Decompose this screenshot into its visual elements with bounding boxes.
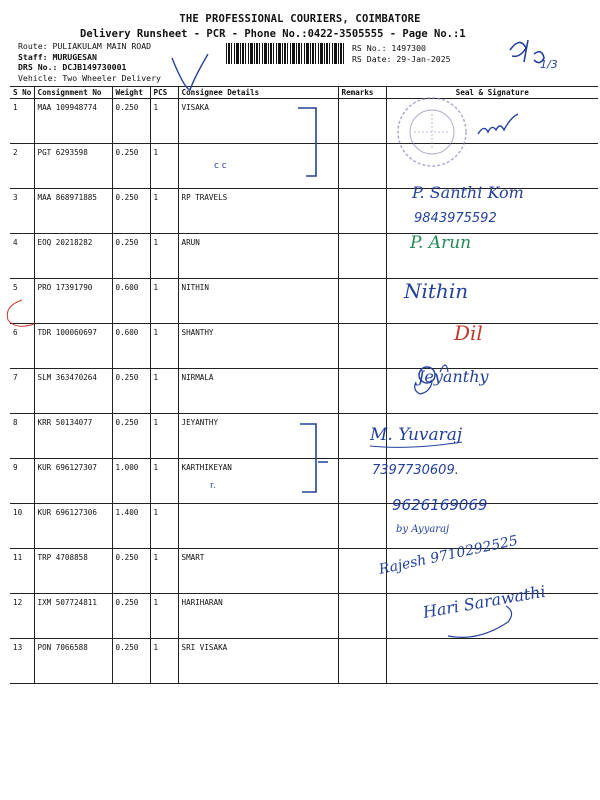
cell-consignment: PON 7066588 bbox=[34, 639, 112, 684]
table-row bbox=[10, 369, 598, 414]
table-row bbox=[10, 234, 598, 279]
table-row bbox=[10, 189, 598, 234]
cell-weight: 0.250 bbox=[112, 369, 150, 414]
cell-remarks bbox=[338, 234, 386, 279]
table-row bbox=[10, 639, 598, 684]
cell-consignment: PRO 17391790 bbox=[34, 279, 112, 324]
cell-consignment: TDR 100060697 bbox=[34, 324, 112, 369]
runsheet-subtitle: Delivery Runsheet - PCR - Phone No.:0422-3505555 - Page No.:1 bbox=[80, 28, 466, 40]
cell-consignee: HARIHARAN bbox=[178, 594, 338, 639]
cell-weight: 0.600 bbox=[112, 279, 150, 324]
row4-signature: P. Arun bbox=[410, 233, 472, 253]
cell-sno: 13 bbox=[10, 639, 34, 684]
barcode-image bbox=[226, 43, 344, 64]
cell-consignee bbox=[178, 144, 338, 189]
cell-consignee: VISAKA bbox=[178, 99, 338, 144]
cell-sno: 7 bbox=[10, 369, 34, 414]
table-row bbox=[10, 99, 598, 144]
cell-signature bbox=[386, 369, 598, 414]
page-mark-handwriting bbox=[510, 40, 558, 71]
cell-consignment: KRR 50134077 bbox=[34, 414, 112, 459]
cell-pcs: 1 bbox=[150, 144, 178, 189]
runsheet-table bbox=[10, 86, 598, 684]
rs-date: RS Date: 29-Jan-2025 bbox=[352, 53, 451, 64]
cell-weight: 1.400 bbox=[112, 504, 150, 549]
cell-sno: 12 bbox=[10, 594, 34, 639]
page-mark-text: 1/3 bbox=[540, 58, 558, 71]
cell-weight: 0.600 bbox=[112, 324, 150, 369]
row8-signature: Jeyanthy bbox=[418, 367, 489, 386]
cell-remarks bbox=[338, 324, 386, 369]
row5-signature: Nithin bbox=[404, 279, 469, 303]
cell-signature bbox=[386, 639, 598, 684]
table-row bbox=[10, 459, 598, 504]
cell-consignee bbox=[178, 504, 338, 549]
cell-remarks bbox=[338, 189, 386, 234]
cell-signature bbox=[386, 414, 598, 459]
vehicle-line: Vehicle: Two Wheeler Delivery bbox=[18, 72, 161, 83]
table-row bbox=[10, 324, 598, 369]
route-line: Route: PULIAKULAM MAIN ROAD bbox=[18, 41, 152, 51]
cell-pcs: 1 bbox=[150, 279, 178, 324]
cell-consignee: KARTHIKEYAN bbox=[178, 459, 338, 504]
cell-remarks bbox=[338, 99, 386, 144]
cell-remarks bbox=[338, 504, 386, 549]
cell-sno: 1 bbox=[10, 99, 34, 144]
table-row bbox=[10, 414, 598, 459]
row10-mark: r. bbox=[210, 481, 216, 491]
cell-pcs: 1 bbox=[150, 234, 178, 279]
cell-pcs: 1 bbox=[150, 324, 178, 369]
cc-mark: c c bbox=[214, 161, 227, 171]
cell-signature bbox=[386, 324, 598, 369]
cell-weight: 0.250 bbox=[112, 549, 150, 594]
cell-sno: 5 bbox=[10, 279, 34, 324]
row9-signature: M. Yuvaraj bbox=[370, 425, 463, 445]
cell-sno: 8 bbox=[10, 414, 34, 459]
cell-consignee: JEYANTHY bbox=[178, 414, 338, 459]
cell-consignment: KUR 696127306 bbox=[34, 504, 112, 549]
cell-sno: 9 bbox=[10, 459, 34, 504]
company-title: THE PROFESSIONAL COURIERS, COIMBATORE bbox=[179, 13, 421, 25]
cell-pcs: 1 bbox=[150, 504, 178, 549]
table-row bbox=[10, 504, 598, 549]
col-header-pcs: PCS bbox=[150, 87, 178, 99]
cell-remarks bbox=[338, 639, 386, 684]
col-header-weight: Weight bbox=[112, 87, 150, 99]
cell-consignment: IXM 507724811 bbox=[34, 594, 112, 639]
cell-pcs: 1 bbox=[150, 189, 178, 234]
header-tick-mark bbox=[172, 54, 208, 90]
cell-remarks bbox=[338, 369, 386, 414]
cell-signature bbox=[386, 99, 598, 144]
table-row bbox=[10, 594, 598, 639]
cell-pcs: 1 bbox=[150, 639, 178, 684]
row11-note: by Ayyaraj bbox=[396, 524, 450, 535]
route-info bbox=[18, 41, 161, 83]
cell-remarks bbox=[338, 549, 386, 594]
cell-sno: 3 bbox=[10, 189, 34, 234]
rs-info bbox=[352, 43, 451, 64]
cell-weight: 0.250 bbox=[112, 594, 150, 639]
cell-pcs: 1 bbox=[150, 99, 178, 144]
row3-signature: P. Santhi Kom bbox=[412, 183, 524, 202]
cell-signature bbox=[386, 504, 598, 549]
cell-weight: 0.250 bbox=[112, 234, 150, 279]
cell-signature bbox=[386, 234, 598, 279]
cell-pcs: 1 bbox=[150, 414, 178, 459]
cell-remarks bbox=[338, 144, 386, 189]
col-header-signature: Seal & Signature bbox=[386, 87, 598, 99]
cell-signature bbox=[386, 459, 598, 504]
cell-signature bbox=[386, 144, 598, 189]
cell-consignee: NITHIN bbox=[178, 279, 338, 324]
cell-weight: 0.250 bbox=[112, 99, 150, 144]
col-header-remarks: Remarks bbox=[338, 87, 386, 99]
cell-weight: 0.250 bbox=[112, 639, 150, 684]
cell-weight: 1.000 bbox=[112, 459, 150, 504]
table-header-row bbox=[10, 87, 598, 99]
cell-sno: 2 bbox=[10, 144, 34, 189]
cell-pcs: 1 bbox=[150, 594, 178, 639]
cell-consignee: ARUN bbox=[178, 234, 338, 279]
cell-consignment: SLM 363470264 bbox=[34, 369, 112, 414]
cell-signature bbox=[386, 549, 598, 594]
cell-remarks bbox=[338, 594, 386, 639]
cell-consignment: PGT 6293598 bbox=[34, 144, 112, 189]
cell-consignment: MAA 109948774 bbox=[34, 99, 112, 144]
table-row bbox=[10, 549, 598, 594]
row12-signature: Rajesh 9710292525 bbox=[377, 532, 520, 578]
table-row bbox=[10, 144, 598, 189]
cell-consignee: RP TRAVELS bbox=[178, 189, 338, 234]
cell-weight: 0.250 bbox=[112, 414, 150, 459]
table-body bbox=[10, 99, 598, 684]
cell-weight: 0.250 bbox=[112, 189, 150, 234]
row6-signature: Dil bbox=[454, 321, 483, 345]
cell-remarks bbox=[338, 414, 386, 459]
cell-remarks bbox=[338, 459, 386, 504]
cell-pcs: 1 bbox=[150, 459, 178, 504]
cell-pcs: 1 bbox=[150, 369, 178, 414]
row13-signature: Hari Sarawathi bbox=[421, 581, 547, 622]
drs-line: DRS No.: DCJB149730001 bbox=[18, 62, 127, 73]
cell-pcs: 1 bbox=[150, 549, 178, 594]
cell-consignment: EOQ 20218282 bbox=[34, 234, 112, 279]
rs-number: RS No.: 1497300 bbox=[352, 43, 426, 53]
table-row bbox=[10, 279, 598, 324]
cell-signature bbox=[386, 189, 598, 234]
row10-phone-handwritten: 7397730609. bbox=[372, 463, 459, 478]
cell-remarks bbox=[338, 279, 386, 324]
cell-consignee: SRI VISAKA bbox=[178, 639, 338, 684]
col-header-sno: S No bbox=[10, 87, 34, 99]
cell-signature bbox=[386, 594, 598, 639]
cell-signature bbox=[386, 279, 598, 324]
cell-consignment: KUR 696127307 bbox=[34, 459, 112, 504]
cell-sno: 4 bbox=[10, 234, 34, 279]
col-header-consignment: Consignment No bbox=[34, 87, 112, 99]
cell-consignee: SHANTHY bbox=[178, 324, 338, 369]
row11-phone-handwritten: 9626169069 bbox=[392, 496, 488, 514]
cell-sno: 11 bbox=[10, 549, 34, 594]
cell-weight: 0.250 bbox=[112, 144, 150, 189]
cell-sno: 10 bbox=[10, 504, 34, 549]
cell-consignee: SMART bbox=[178, 549, 338, 594]
cell-consignee: NIRMALA bbox=[178, 369, 338, 414]
cell-consignment: MAA 868971885 bbox=[34, 189, 112, 234]
staff-line: Staff: MURUGESAN bbox=[18, 51, 97, 62]
cell-consignment: TRP 4708858 bbox=[34, 549, 112, 594]
cell-sno: 6 bbox=[10, 324, 34, 369]
col-header-consignee: Consignee Details bbox=[178, 87, 338, 99]
row3-phone-handwritten: 9843975592 bbox=[414, 211, 497, 226]
